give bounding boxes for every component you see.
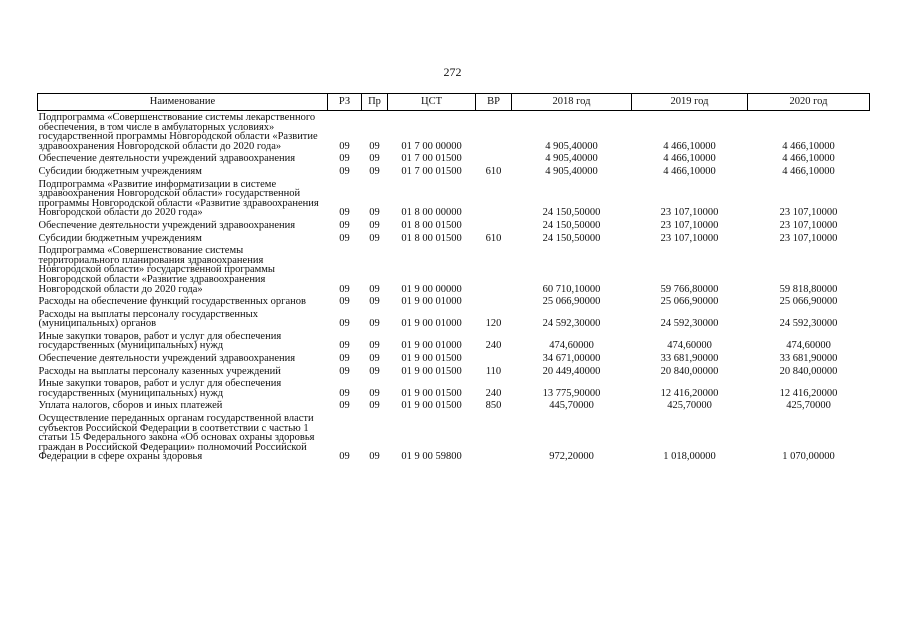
row-2019: 20 840,00000 bbox=[660, 365, 719, 377]
row-2020: 59 818,80000 bbox=[779, 283, 838, 295]
row-name: Осуществление переданных органам государственной власти субъектов Российской Федерации в соответствии с частью 1 статьи 15 Федерального закона «Об основах охраны здоровья граждан в Российской Федерации» полномочий Российской Федерации в сфере охраны здоровья bbox=[38, 413, 315, 463]
table-row bbox=[38, 219, 870, 232]
row-cst: 01 9 00 01000 bbox=[401, 296, 462, 308]
row-2020: 1 070,00000 bbox=[782, 451, 835, 463]
row-name: Обеспечение деятельности учреждений здравоохранения bbox=[38, 153, 296, 165]
row-2020: 23 107,10000 bbox=[779, 219, 838, 231]
row-2018: 13 775,90000 bbox=[542, 387, 601, 399]
row-cst: 01 9 00 01500 bbox=[401, 365, 462, 377]
row-2018: 20 449,40000 bbox=[542, 365, 601, 377]
row-2019: 474,60000 bbox=[667, 340, 712, 352]
row-pr: 09 bbox=[369, 165, 380, 177]
table-row bbox=[38, 412, 870, 463]
row-pr: 09 bbox=[369, 296, 380, 308]
table-row bbox=[38, 399, 870, 412]
row-name: Расходы на обеспечение функций государственных органов bbox=[38, 296, 306, 308]
row-2020: 474,60000 bbox=[786, 340, 831, 352]
row-rz: 09 bbox=[339, 165, 350, 177]
row-2018: 474,60000 bbox=[549, 340, 594, 352]
row-2019: 1 018,00000 bbox=[663, 451, 716, 463]
row-2020: 25 066,90000 bbox=[779, 296, 838, 308]
row-name: Иные закупки товаров, работ и услуг для обеспечения государственных (муниципальных) нужд bbox=[38, 378, 282, 399]
row-2019: 4 466,10000 bbox=[663, 153, 716, 165]
row-name: Обеспечение деятельности учреждений здравоохранения bbox=[38, 353, 296, 365]
table-row bbox=[38, 365, 870, 378]
row-2018: 24 592,30000 bbox=[542, 318, 601, 330]
row-2019: 23 107,10000 bbox=[660, 207, 719, 219]
row-vr bbox=[476, 178, 512, 219]
row-2018: 445,70000 bbox=[549, 400, 594, 412]
row-2018: 4 905,40000 bbox=[545, 165, 598, 177]
row-name: Субсидии бюджетным учреждениям bbox=[38, 232, 202, 244]
row-name: Расходы на выплаты персоналу казенных учреждений bbox=[38, 365, 281, 377]
row-rz: 09 bbox=[339, 400, 350, 412]
row-vr: 240 bbox=[485, 387, 502, 399]
row-2018: 972,20000 bbox=[549, 451, 594, 463]
row-pr: 09 bbox=[369, 451, 380, 463]
header-rz: РЗ bbox=[328, 94, 362, 111]
row-2019: 25 066,90000 bbox=[660, 296, 719, 308]
row-2020: 23 107,10000 bbox=[779, 232, 838, 244]
row-rz: 09 bbox=[339, 318, 350, 330]
row-pr: 09 bbox=[369, 353, 380, 365]
table-row bbox=[38, 352, 870, 365]
row-2019: 12 416,20000 bbox=[660, 387, 719, 399]
row-pr: 09 bbox=[369, 283, 380, 295]
row-rz: 09 bbox=[339, 451, 350, 463]
table-row bbox=[38, 308, 870, 330]
row-2019: 23 107,10000 bbox=[660, 219, 719, 231]
row-rz: 09 bbox=[339, 283, 350, 295]
header-pr: Пр bbox=[362, 94, 388, 111]
row-pr: 09 bbox=[369, 400, 380, 412]
header-2018: 2018 год bbox=[512, 94, 632, 111]
row-name: Подпрограмма «Совершенствование системы лекарственного обеспечения, в том числе в амбулаторных условиях» государственной программы Новгородской области «Развитие здравоохранения Новгородской области до 2020 года» bbox=[38, 112, 318, 152]
row-cst: 01 9 00 01000 bbox=[401, 318, 462, 330]
row-cst: 01 9 00 01500 bbox=[401, 387, 462, 399]
row-cst: 01 7 00 01500 bbox=[401, 165, 462, 177]
row-name: Расходы на выплаты персоналу государственных (муниципальных) органов bbox=[38, 308, 258, 330]
row-2020: 24 592,30000 bbox=[779, 318, 838, 330]
row-name: Уплата налогов, сборов и иных платежей bbox=[38, 400, 223, 412]
table-row bbox=[38, 295, 870, 308]
row-rz: 09 bbox=[339, 153, 350, 165]
row-pr: 09 bbox=[369, 207, 380, 219]
row-cst: 01 8 00 00000 bbox=[401, 207, 462, 219]
row-pr: 09 bbox=[369, 387, 380, 399]
row-cst: 01 9 00 59800 bbox=[401, 451, 462, 463]
table-row bbox=[38, 232, 870, 245]
row-vr: 240 bbox=[485, 340, 502, 352]
row-2020: 20 840,00000 bbox=[779, 365, 838, 377]
row-cst: 01 9 00 01000 bbox=[401, 340, 462, 352]
row-pr: 09 bbox=[369, 365, 380, 377]
table-row bbox=[38, 377, 870, 399]
row-rz: 09 bbox=[339, 340, 350, 352]
row-rz: 09 bbox=[339, 219, 350, 231]
row-rz: 09 bbox=[339, 140, 350, 152]
row-pr: 09 bbox=[369, 153, 380, 165]
row-2020: 4 466,10000 bbox=[782, 165, 835, 177]
row-2019: 4 466,10000 bbox=[663, 140, 716, 152]
row-2018: 25 066,90000 bbox=[542, 296, 601, 308]
row-2020: 4 466,10000 bbox=[782, 140, 835, 152]
row-vr bbox=[476, 111, 512, 153]
row-cst: 01 7 00 00000 bbox=[401, 140, 462, 152]
row-rz: 09 bbox=[339, 365, 350, 377]
row-vr bbox=[476, 219, 512, 232]
table-row bbox=[38, 152, 870, 165]
table-row bbox=[38, 330, 870, 352]
row-cst: 01 9 00 01500 bbox=[401, 400, 462, 412]
row-pr: 09 bbox=[369, 140, 380, 152]
row-name: Подпрограмма «Совершенствование системы территориального планирования здравоохранения Новгородской области» государственной программы Новгородской области «Развитие здравоохранения Новгородской области до 2020 года» bbox=[38, 245, 275, 295]
row-vr: 850 bbox=[485, 400, 502, 412]
row-name: Подпрограмма «Развитие информатизации в системе здравоохранения Новгородской области» государственной программы Новгородской области «Развитие здравоохранения Новгородской области до 2020 года» bbox=[38, 178, 319, 219]
table-row bbox=[38, 244, 870, 295]
row-2020: 33 681,90000 bbox=[779, 353, 838, 365]
row-vr bbox=[476, 352, 512, 365]
table-row bbox=[38, 165, 870, 178]
header-name: Наименование bbox=[38, 94, 328, 111]
row-2020: 12 416,20000 bbox=[779, 387, 838, 399]
row-cst: 01 8 00 01500 bbox=[401, 232, 462, 244]
row-vr: 120 bbox=[485, 318, 502, 330]
header-2020: 2020 год bbox=[748, 94, 870, 111]
table-row bbox=[38, 111, 870, 153]
row-pr: 09 bbox=[369, 219, 380, 231]
row-name: Обеспечение деятельности учреждений здравоохранения bbox=[38, 219, 296, 231]
row-2019: 59 766,80000 bbox=[660, 283, 719, 295]
row-2019: 24 592,30000 bbox=[660, 318, 719, 330]
row-rz: 09 bbox=[339, 232, 350, 244]
row-2018: 24 150,50000 bbox=[542, 232, 601, 244]
row-2018: 24 150,50000 bbox=[542, 207, 601, 219]
row-vr bbox=[476, 295, 512, 308]
row-name: Иные закупки товаров, работ и услуг для обеспечения государственных (муниципальных) нужд bbox=[38, 330, 282, 352]
row-2018: 24 150,50000 bbox=[542, 219, 601, 231]
row-rz: 09 bbox=[339, 387, 350, 399]
row-2020: 23 107,10000 bbox=[779, 207, 838, 219]
row-vr: 610 bbox=[485, 232, 502, 244]
row-pr: 09 bbox=[369, 340, 380, 352]
row-vr bbox=[476, 244, 512, 295]
row-rz: 09 bbox=[339, 296, 350, 308]
row-vr: 110 bbox=[485, 365, 502, 377]
header-2019: 2019 год bbox=[632, 94, 748, 111]
row-2018: 34 671,00000 bbox=[542, 353, 601, 365]
header-cst: ЦСТ bbox=[388, 94, 476, 111]
row-2019: 23 107,10000 bbox=[660, 232, 719, 244]
row-vr bbox=[476, 412, 512, 463]
table-row bbox=[38, 178, 870, 219]
row-2018: 60 710,10000 bbox=[542, 283, 601, 295]
row-2019: 425,70000 bbox=[667, 400, 712, 412]
row-vr bbox=[476, 152, 512, 165]
row-2019: 33 681,90000 bbox=[660, 353, 719, 365]
row-pr: 09 bbox=[369, 232, 380, 244]
table-header-row bbox=[38, 94, 870, 111]
row-name: Субсидии бюджетным учреждениям bbox=[38, 165, 202, 177]
row-2020: 4 466,10000 bbox=[782, 153, 835, 165]
row-cst: 01 7 00 01500 bbox=[401, 153, 462, 165]
row-2020: 425,70000 bbox=[786, 400, 831, 412]
row-pr: 09 bbox=[369, 318, 380, 330]
row-2018: 4 905,40000 bbox=[545, 140, 598, 152]
row-cst: 01 9 00 01500 bbox=[401, 353, 462, 365]
row-vr: 610 bbox=[485, 165, 502, 177]
row-cst: 01 9 00 00000 bbox=[401, 283, 462, 295]
budget-table bbox=[37, 93, 870, 463]
page-number: 272 bbox=[443, 65, 462, 79]
row-rz: 09 bbox=[339, 353, 350, 365]
row-2019: 4 466,10000 bbox=[663, 165, 716, 177]
header-vr: ВР bbox=[476, 94, 512, 111]
row-2018: 4 905,40000 bbox=[545, 153, 598, 165]
row-rz: 09 bbox=[339, 207, 350, 219]
row-cst: 01 8 00 01500 bbox=[401, 219, 462, 231]
